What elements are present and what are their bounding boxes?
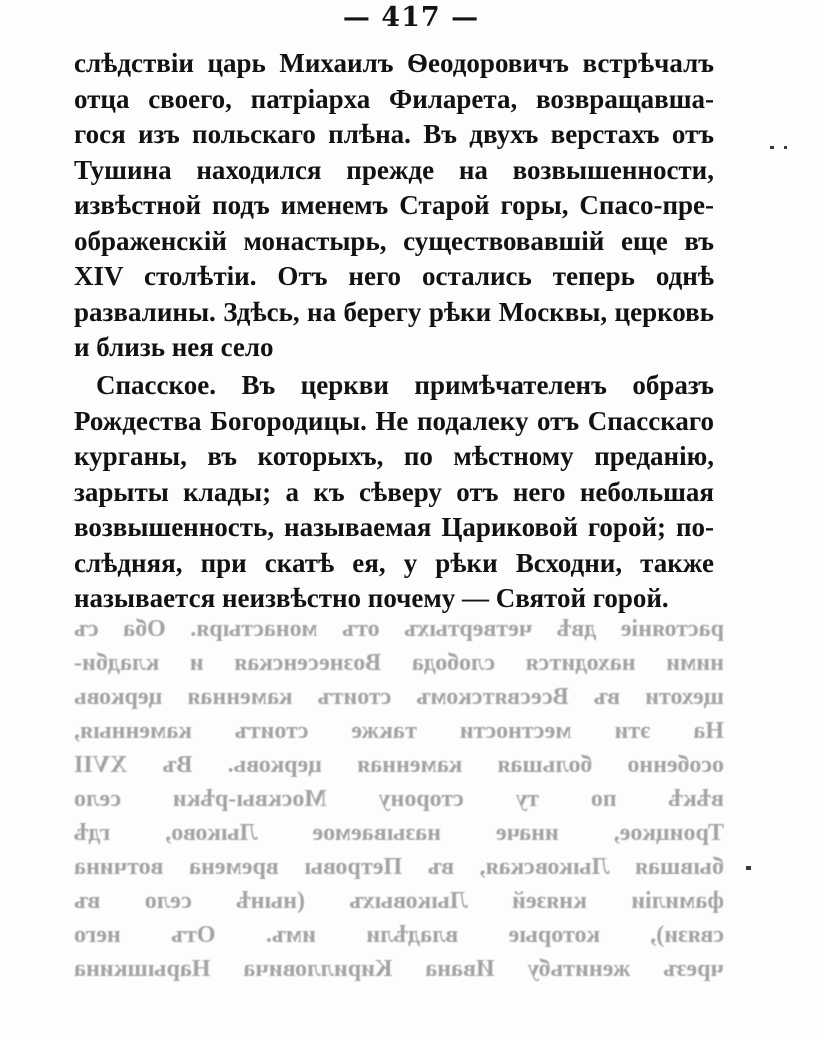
text-line: слѣдствіи царь Михаилъ Ѳеодоровичъ встрѣчалъ (74, 48, 714, 78)
bleed-line: вѣкѣ по ту сторону Москвы-рѣки село (74, 786, 724, 812)
paragraph-1 (74, 46, 714, 366)
bleed-line: чрезъ женитьбу Ивана Кирилловича Нарышкина (74, 956, 724, 982)
margin-speck (784, 146, 787, 149)
text-line: слѣдняя, при скатѣ ея, у рѣки Всходни, также (74, 547, 714, 578)
text-line: Тушина находился прежде на возвышенности, (74, 154, 714, 185)
bleed-line: связи), которые владѣли имъ. Отъ него (74, 922, 724, 948)
bleed-line: На эти местности также стоитъ каменныя, (74, 718, 724, 744)
bleed-line: Троицкое, иначе называемое Лыково, гдѣ (74, 820, 724, 846)
text-line: Рождества Богородицы. Не подалеку отъ Спасскаго (74, 405, 714, 436)
paragraph-2 (74, 368, 714, 617)
text-line: извѣстной подъ именемъ Старой горы, Спасо-пре- (74, 190, 714, 220)
text-line: ображенскій монастырь, существовавшій еще въ (74, 225, 714, 256)
text-line: курганы, въ которыхъ, по мѣстному преданію, (74, 441, 714, 471)
text-line: Спасское. Въ церкви примѣчателенъ образъ (96, 370, 714, 400)
margin-speck (770, 146, 774, 149)
text-line: называется неизвѣстно почему — Святой горой. (74, 583, 669, 613)
text-line: гося изъ польскаго плѣна. Въ двухъ верстахъ отъ (74, 119, 714, 149)
bleed-line: щехоти въ Всесвятскомъ стоитъ каменная церковь (74, 684, 724, 710)
bleed-line: бывшая Лыковская, въ Петровы времена вотчина (74, 854, 724, 880)
bleed-line: ними находится слобода Вознесенская и кладби- (74, 650, 724, 676)
bleed-line: фамиліи князей Лыковыхъ (нынѣ село въ (74, 888, 724, 914)
text-line: отца своего, патріарха Филарета, возвращавша- (74, 83, 714, 114)
bleed-line: особенно большая каменная церковь. Въ ХVII (74, 752, 724, 778)
text-line: XIV столѣтіи. Отъ него остались теперь однѣ (74, 261, 714, 291)
text-line: и близь нея село (74, 332, 274, 362)
page-number: — 417 — (342, 2, 480, 33)
bleed-line: растояніе двѣ четвертыхъ отъ монастыря. Оба съ (74, 616, 724, 642)
text-line: зарыты клады; а къ сѣверу отъ него небольшая (74, 476, 714, 507)
text-line: развалины. Здѣсь, на берегу рѣки Москвы, церковь (74, 296, 714, 327)
text-line: возвышенность, называемая Цариковой горой; по- (74, 512, 714, 542)
reverse-side-bleed-through (74, 612, 724, 1040)
margin-speck (746, 866, 751, 870)
